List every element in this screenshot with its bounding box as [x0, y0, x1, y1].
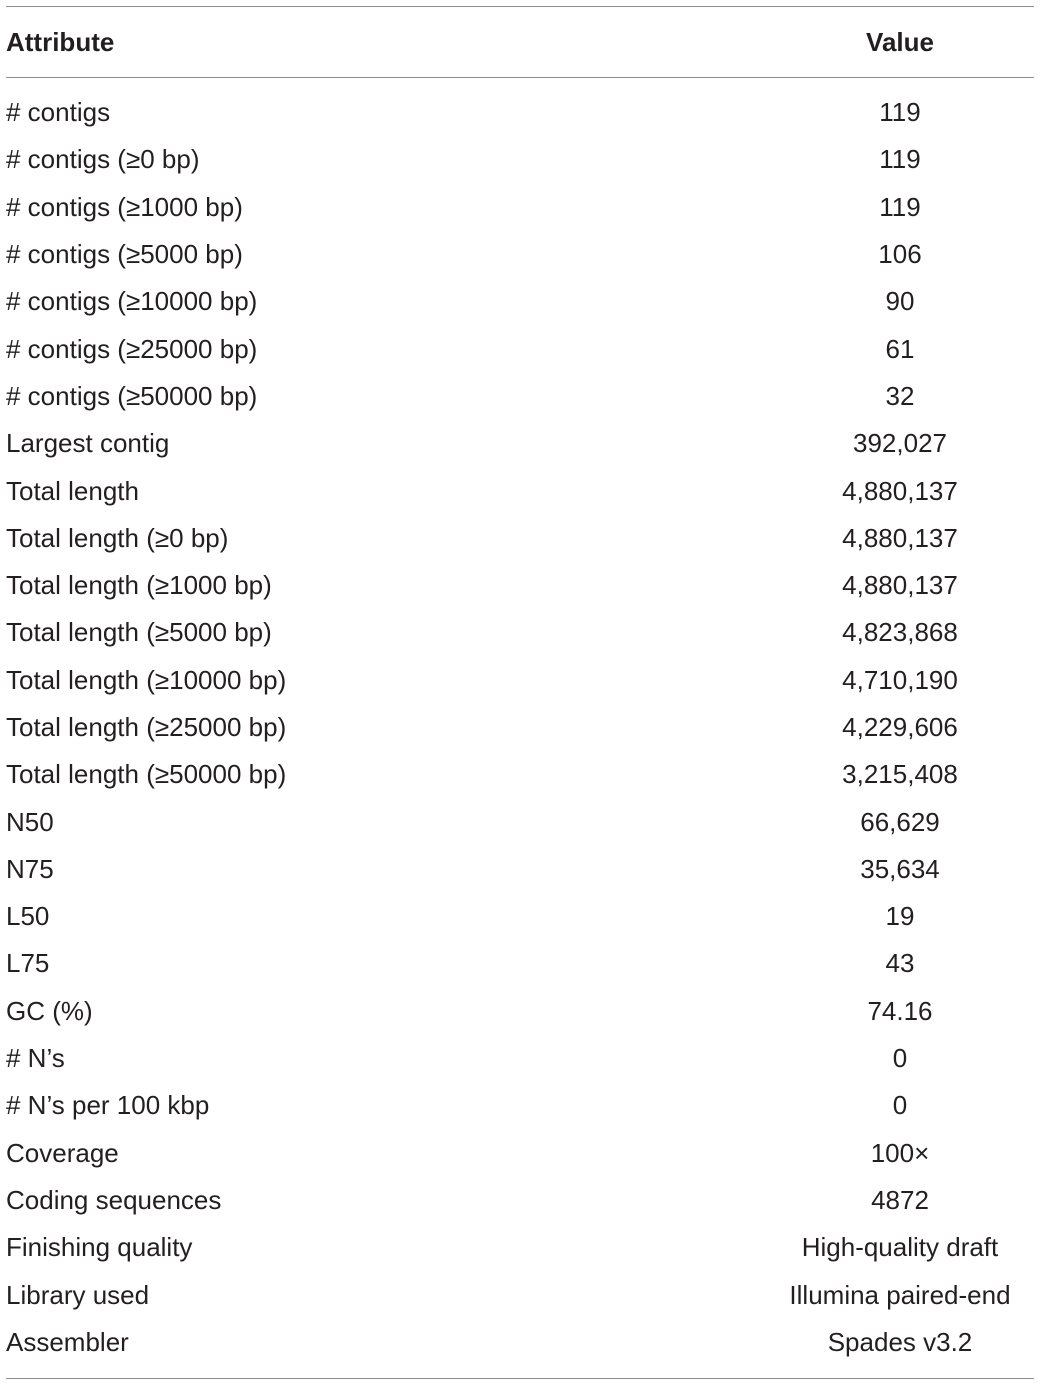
attribute-cell: Total length (≥25000 bp) — [6, 712, 287, 742]
table-header-row — [6, 7, 1034, 77]
value-cell: 0 — [892, 1043, 908, 1074]
attribute-cell: L75 — [6, 948, 50, 979]
attribute-cell: Largest contig — [6, 428, 170, 459]
attribute-cell: Finishing quality — [6, 1232, 193, 1263]
value-cell: 4,710,190 — [842, 664, 958, 695]
attribute-cell: # contigs (≥25000 bp) — [6, 333, 258, 364]
value-cell: 100× — [870, 1137, 930, 1168]
value-cell: 119 — [879, 191, 921, 222]
value-cell: 74.16 — [867, 995, 933, 1026]
attribute-cell: GC (%) — [6, 995, 93, 1026]
table-row — [6, 609, 1034, 656]
attribute-cell: N75 — [6, 853, 54, 884]
attribute-cell: # contigs (≥0 bp) — [6, 144, 200, 175]
table-row — [6, 1224, 1034, 1271]
attribute-cell: Total length (≥50000 bp) — [6, 759, 287, 790]
value-cell: 35,634 — [860, 853, 940, 884]
attribute-cell: Assembler — [6, 1326, 129, 1357]
table-row — [6, 278, 1034, 325]
table-row — [6, 846, 1034, 893]
attribute-cell: # N’s per 100 kbp — [6, 1090, 210, 1121]
assembly-stats-table — [6, 6, 1034, 1379]
attribute-cell: Library used — [6, 1279, 150, 1310]
table-bottom-rule — [6, 1378, 1034, 1379]
attribute-cell: # contigs (≥50000 bp) — [6, 380, 258, 411]
value-cell: Spades v3.2 — [827, 1326, 973, 1357]
value-cell: High-quality draft — [801, 1232, 999, 1263]
table-row — [6, 893, 1034, 940]
attribute-cell: # contigs (≥1000 bp) — [6, 191, 243, 222]
value-cell: 43 — [885, 948, 915, 979]
attribute-cell: # contigs — [6, 97, 111, 128]
table-row — [6, 515, 1034, 562]
attribute-cell: # contigs (≥10000 bp) — [6, 286, 258, 317]
value-cell: 32 — [885, 380, 915, 411]
value-cell: 106 — [878, 239, 922, 270]
table-row — [6, 657, 1034, 704]
value-cell: 66,629 — [860, 806, 940, 837]
table-row — [6, 940, 1034, 987]
attribute-cell: # N’s — [6, 1043, 65, 1074]
table-body — [6, 78, 1034, 1378]
attribute-cell: Total length (≥0 bp) — [6, 522, 229, 553]
table-row — [6, 325, 1034, 372]
table-row — [6, 1271, 1034, 1318]
table-row — [6, 562, 1034, 609]
value-cell: 4872 — [871, 1184, 929, 1215]
value-cell: 4,880,137 — [842, 570, 958, 601]
value-cell: 119 — [879, 144, 921, 175]
attribute-cell: Coding sequences — [6, 1184, 222, 1215]
attribute-cell: # contigs (≥5000 bp) — [6, 239, 243, 270]
value-cell: 392,027 — [853, 428, 947, 459]
attribute-cell: N50 — [6, 806, 54, 837]
value-cell: 61 — [885, 333, 915, 364]
value-cell: 4,823,868 — [842, 617, 958, 648]
table-row — [6, 1035, 1034, 1082]
table-row — [6, 184, 1034, 231]
attribute-cell: L50 — [6, 901, 50, 932]
value-cell: 90 — [885, 286, 915, 317]
header-attribute: Attribute — [6, 26, 115, 57]
value-cell: 119 — [879, 97, 921, 128]
table-row — [6, 231, 1034, 278]
table-row — [6, 704, 1034, 751]
value-cell: 0 — [892, 1090, 908, 1121]
table-row — [6, 1177, 1034, 1224]
table-row — [6, 751, 1034, 798]
attribute-cell: Coverage — [6, 1137, 119, 1168]
value-cell: 19 — [885, 901, 915, 932]
value-cell: 4,880,137 — [842, 475, 958, 506]
value-cell: 4,229,606 — [842, 712, 958, 742]
table-row — [6, 988, 1034, 1035]
value-cell: Illumina paired-end — [789, 1279, 1011, 1310]
attribute-cell: Total length — [6, 475, 139, 506]
table-row — [6, 89, 1034, 136]
header-value: Value — [866, 26, 934, 57]
table-row — [6, 420, 1034, 467]
attribute-cell: Total length (≥10000 bp) — [6, 664, 287, 695]
attribute-cell: Total length (≥5000 bp) — [6, 617, 272, 648]
table-row — [6, 1082, 1034, 1129]
table-row — [6, 373, 1034, 420]
value-cell: 4,880,137 — [842, 522, 958, 553]
table-row — [6, 798, 1034, 845]
table-row — [6, 467, 1034, 514]
table-row — [6, 136, 1034, 183]
table-row — [6, 1130, 1034, 1177]
value-cell: 3,215,408 — [842, 759, 958, 790]
attribute-cell: Total length (≥1000 bp) — [6, 570, 272, 601]
table-row — [6, 1319, 1034, 1366]
